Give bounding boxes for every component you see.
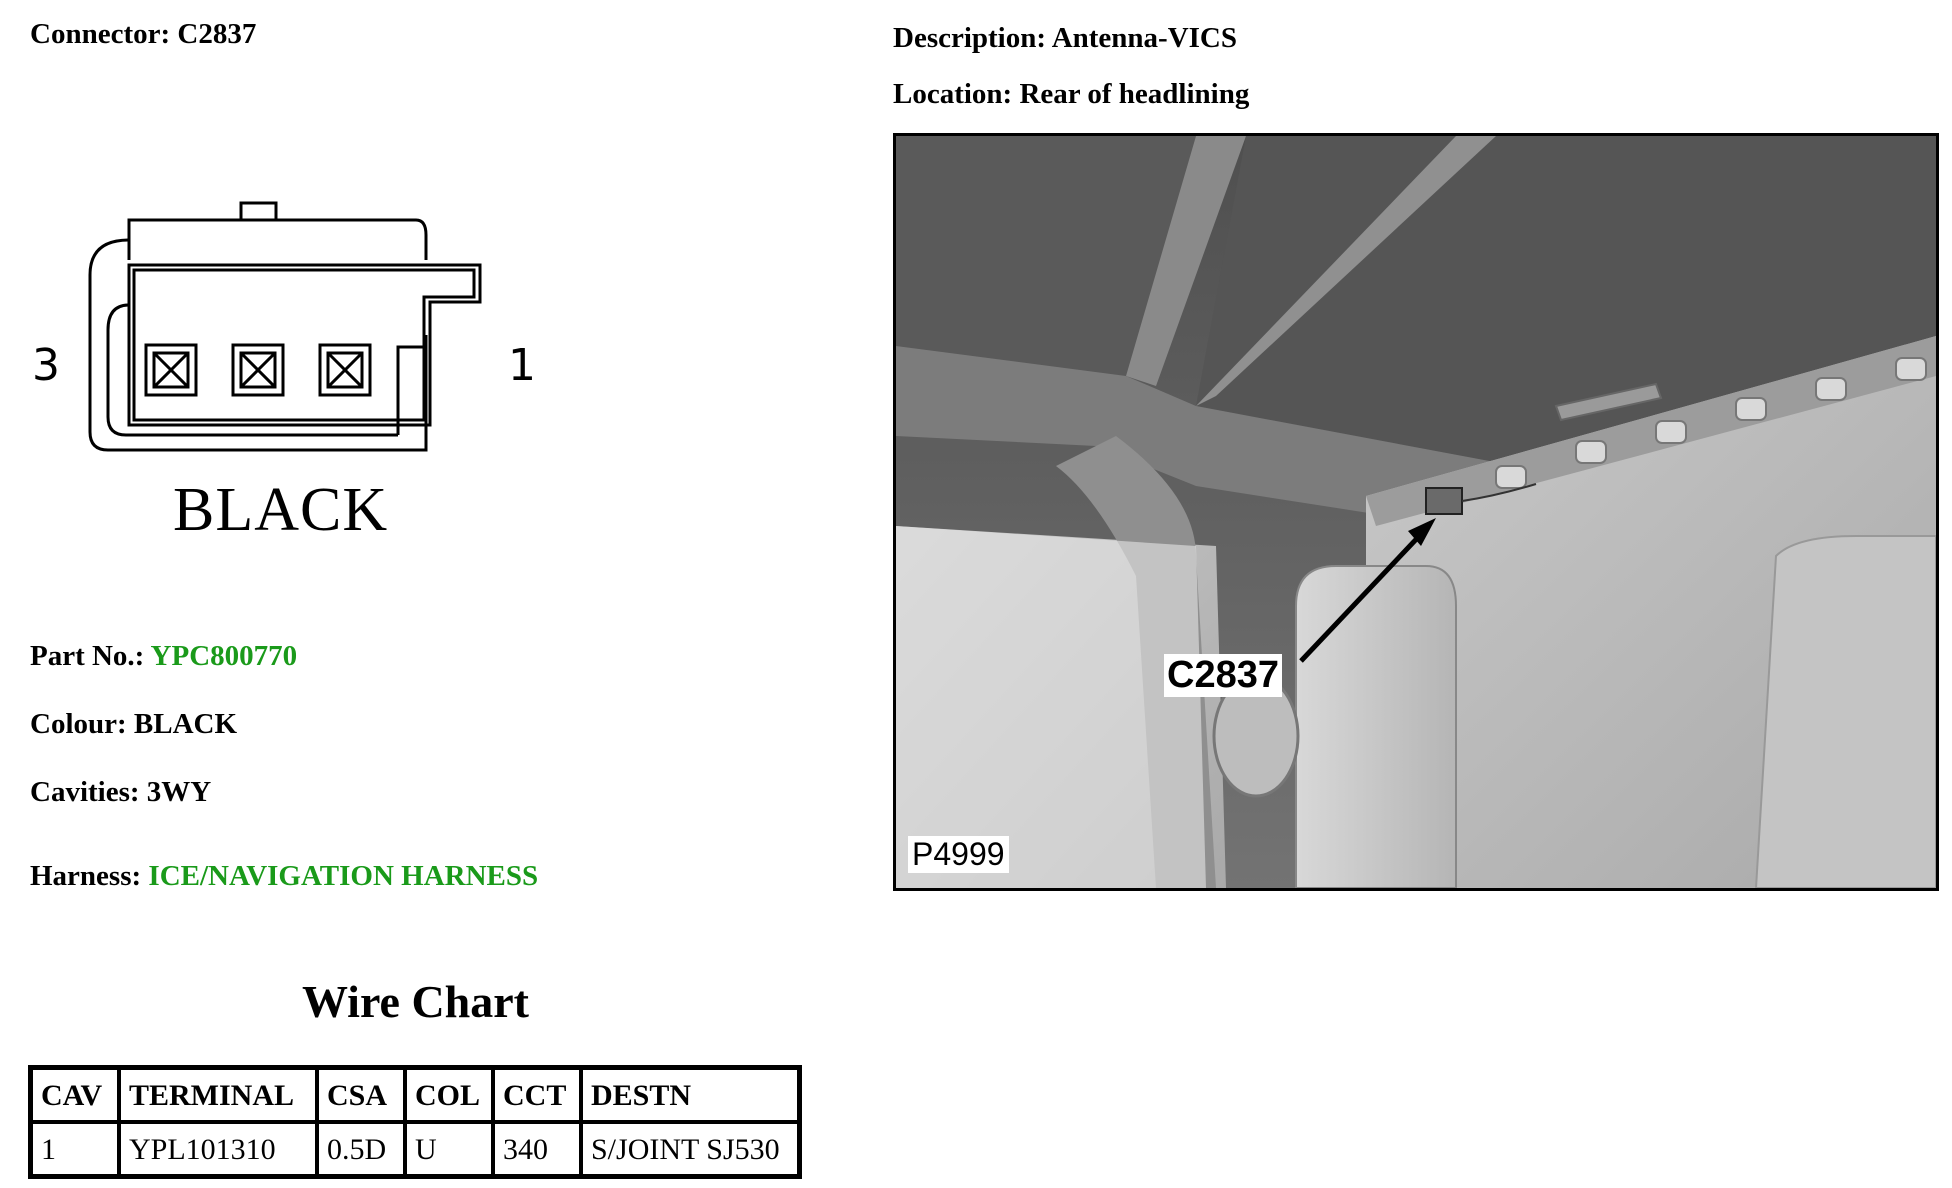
colour-value: BLACK bbox=[133, 708, 238, 740]
location-photo-illustration bbox=[896, 136, 1936, 888]
location-value: Rear of headlining bbox=[1019, 78, 1250, 110]
description-value: Antenna-VICS bbox=[1051, 22, 1238, 54]
description-label: Description: bbox=[893, 22, 1047, 54]
cell-terminal: YPL101310 bbox=[119, 1122, 317, 1177]
cavities-label: Cavities: bbox=[30, 776, 140, 808]
harness-label: Harness: bbox=[30, 860, 142, 892]
header-terminal: TERMINAL bbox=[119, 1068, 317, 1123]
location-field bbox=[893, 78, 1249, 111]
header-col: COL bbox=[405, 1068, 493, 1123]
harness-field bbox=[30, 860, 538, 893]
cell-col: U bbox=[405, 1122, 493, 1177]
photo-reference: P4999 bbox=[908, 836, 1009, 873]
part-no-label: Part No.: bbox=[30, 640, 145, 672]
connector-diagram bbox=[28, 195, 548, 555]
wire-chart-table bbox=[28, 1065, 802, 1179]
diagram-colour-label: BLACK bbox=[173, 476, 389, 544]
header-cav: CAV bbox=[31, 1068, 120, 1123]
harness-link[interactable]: ICE/NAVIGATION HARNESS bbox=[148, 860, 539, 892]
photo-callout-label: C2837 bbox=[1164, 654, 1282, 697]
connector-field bbox=[30, 18, 256, 51]
wire-chart-header-row bbox=[31, 1068, 800, 1123]
header-csa: CSA bbox=[317, 1068, 405, 1123]
wire-chart bbox=[28, 1065, 802, 1179]
cell-csa: 0.5D bbox=[317, 1122, 405, 1177]
cavities-value: 3WY bbox=[146, 776, 212, 808]
part-no-link[interactable]: YPC800770 bbox=[150, 640, 298, 672]
cell-cav: 1 bbox=[31, 1122, 120, 1177]
part-no-field bbox=[30, 640, 297, 673]
wire-chart-title: Wire Chart bbox=[302, 976, 529, 1027]
table-row bbox=[31, 1122, 800, 1177]
header-destn: DESTN bbox=[581, 1068, 800, 1123]
location-label: Location: bbox=[893, 78, 1013, 110]
colour-label: Colour: bbox=[30, 708, 127, 740]
cell-destn: S/JOINT SJ530 bbox=[581, 1122, 800, 1177]
pin-label-right: 1 bbox=[508, 340, 536, 391]
cavities-field bbox=[30, 776, 211, 809]
header-cct: CCT bbox=[493, 1068, 581, 1123]
cell-cct: 340 bbox=[493, 1122, 581, 1177]
pin-label-left: 3 bbox=[32, 340, 60, 391]
connector-value: C2837 bbox=[177, 18, 257, 50]
description-field bbox=[893, 22, 1237, 55]
connector-label: Connector: bbox=[30, 18, 171, 50]
location-photo bbox=[893, 133, 1939, 891]
colour-field bbox=[30, 708, 237, 741]
